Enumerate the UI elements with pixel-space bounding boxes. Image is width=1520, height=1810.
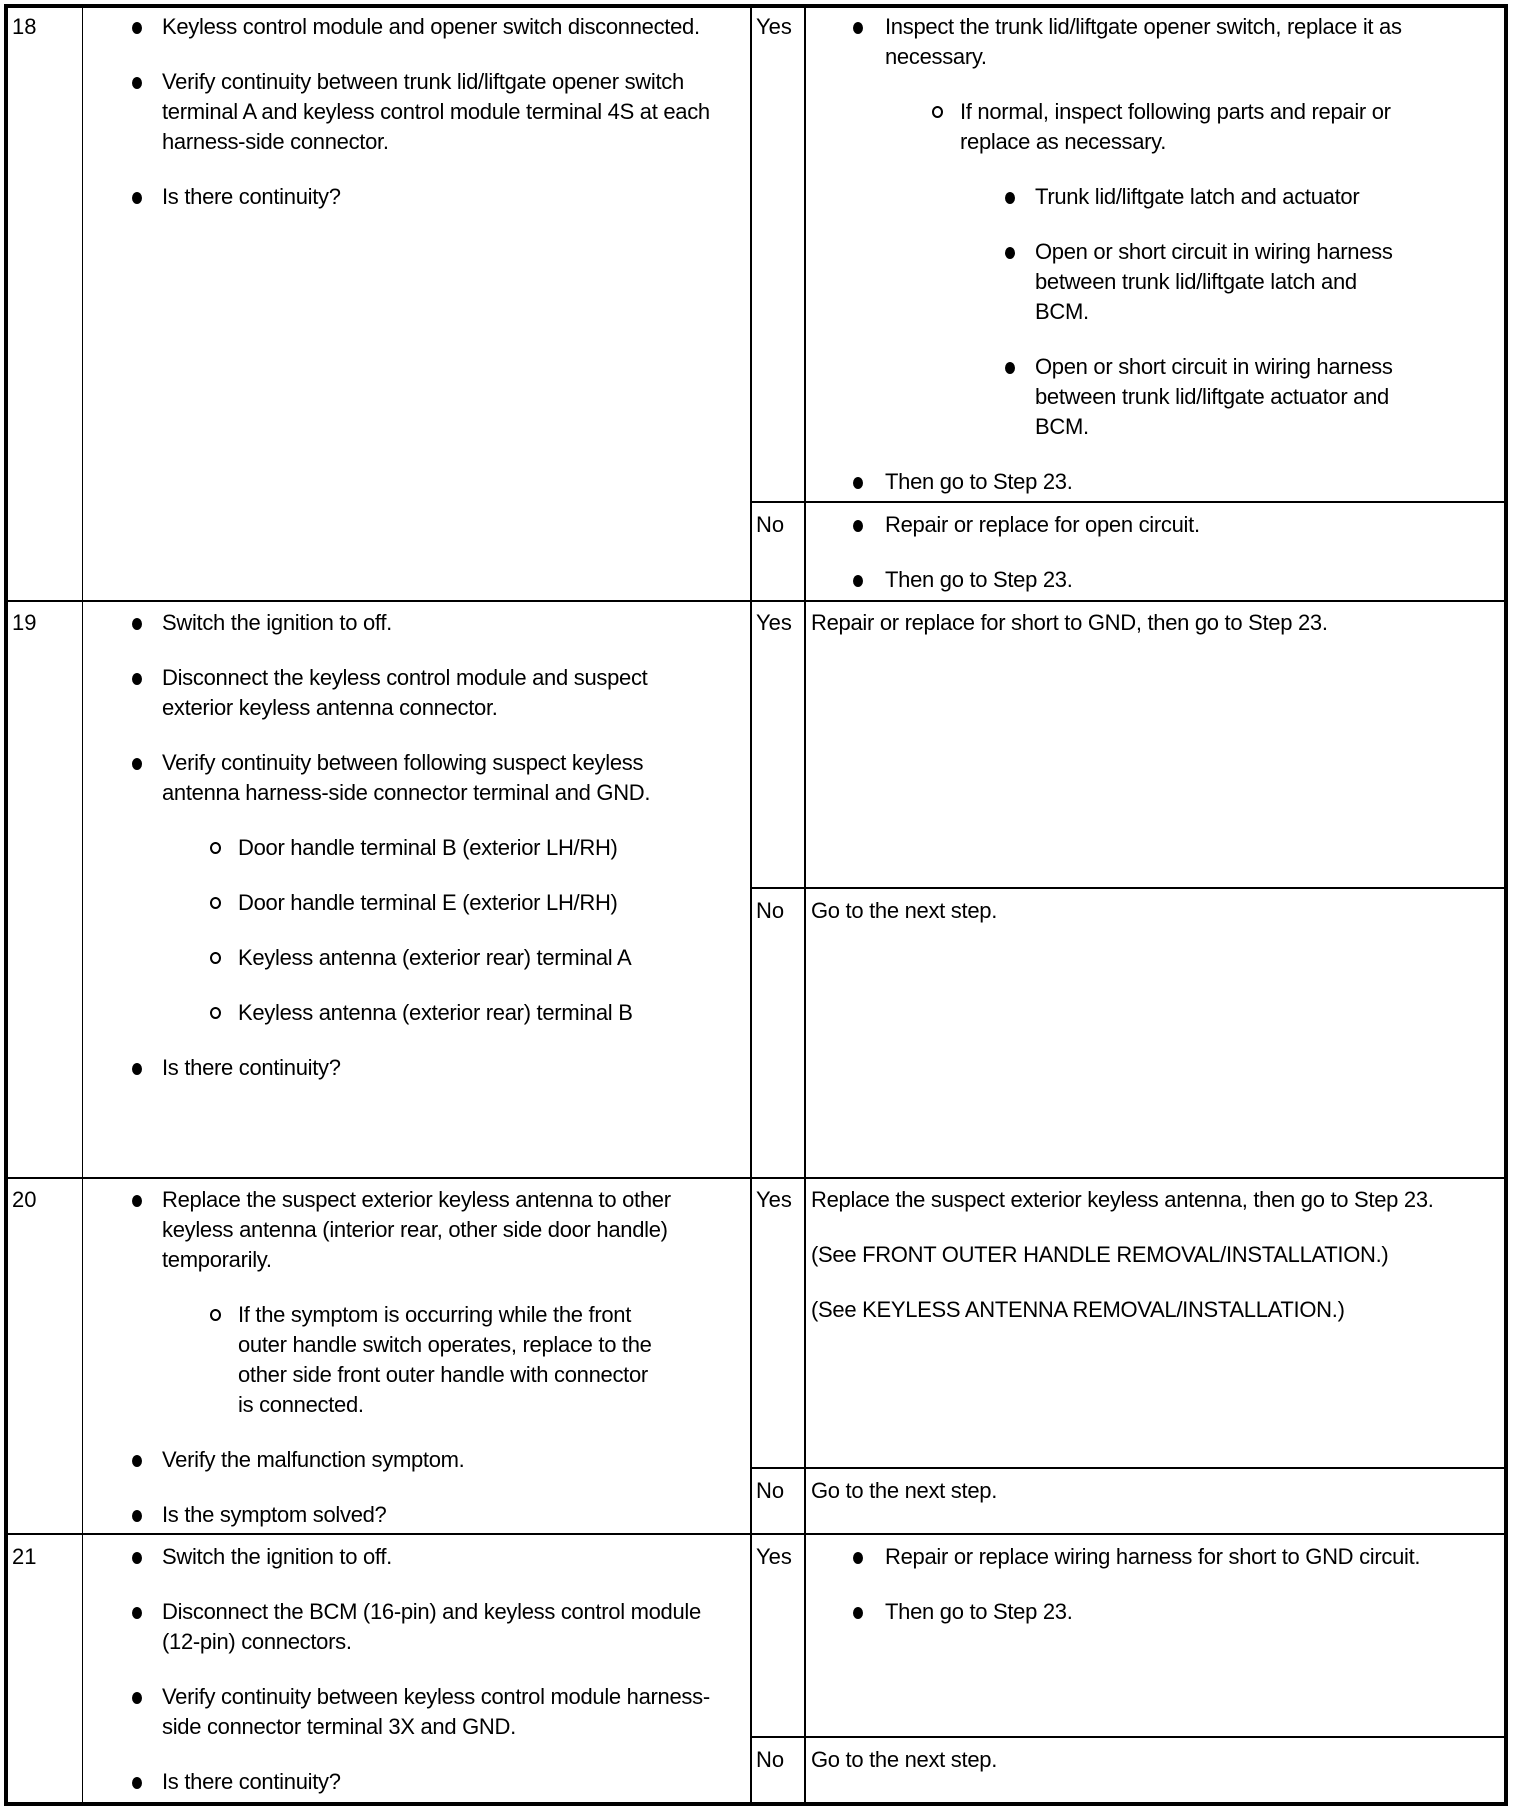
yes-no-divider bbox=[750, 1467, 1504, 1469]
bullet-icon bbox=[853, 1552, 863, 1564]
yes-label: Yes bbox=[756, 14, 792, 39]
bullet-icon bbox=[1005, 247, 1015, 259]
bullet-icon bbox=[132, 192, 142, 204]
bullet-icon bbox=[132, 1063, 142, 1075]
step-check bbox=[162, 12, 722, 212]
step-number: 18 bbox=[12, 14, 37, 39]
bullet-icon bbox=[132, 618, 142, 630]
reference-link[interactable]: (See KEYLESS ANTENNA REMOVAL/INSTALLATION.) bbox=[811, 1297, 1345, 1322]
check-item: Disconnect the keyless control module and suspect exterior keyless antenna connector. bbox=[162, 663, 662, 723]
step-check bbox=[162, 1185, 722, 1530]
check-item: If the symptom is occurring while the front outer handle switch operates, replace to the other side front outer handle with connector is connected. bbox=[238, 1300, 658, 1420]
action-text: Repair or replace for short to GND, then go to Step 23. bbox=[811, 610, 1328, 635]
action-item: Open or short circuit in wiring harness between trunk lid/liftgate latch and BCM. bbox=[1035, 237, 1415, 327]
check-item: Disconnect the BCM (16-pin) and keyless control module (12-pin) connectors. bbox=[162, 1597, 722, 1657]
action-item: Open or short circuit in wiring harness between trunk lid/liftgate actuator and BCM. bbox=[1035, 352, 1415, 442]
step-number: 21 bbox=[12, 1544, 37, 1569]
check-item: Keyless antenna (exterior rear) terminal B bbox=[238, 998, 688, 1028]
action-item: Then go to Step 23. bbox=[885, 565, 1485, 595]
bullet-icon bbox=[853, 477, 863, 489]
no-action bbox=[811, 1745, 1501, 1800]
row-divider bbox=[8, 600, 1504, 602]
yes-action bbox=[811, 1185, 1503, 1350]
yes-action bbox=[885, 1542, 1485, 1627]
bullet-icon bbox=[132, 1692, 142, 1704]
check-item: Is there continuity? bbox=[162, 1053, 722, 1083]
yes-action bbox=[885, 12, 1485, 497]
check-item: Switch the ignition to off. bbox=[162, 1542, 722, 1572]
row-divider bbox=[8, 1177, 1504, 1179]
no-action bbox=[811, 896, 1501, 951]
no-action bbox=[811, 1476, 1501, 1531]
check-item: Replace the suspect exterior keyless antenna to other keyless antenna (interior rear, other side door handle) temporarily. bbox=[162, 1185, 717, 1275]
step-number: 20 bbox=[12, 1187, 37, 1212]
no-label: No bbox=[756, 1478, 785, 1503]
row-divider bbox=[8, 1533, 1504, 1535]
no-label: No bbox=[756, 1747, 785, 1772]
circle-bullet-icon bbox=[210, 897, 221, 909]
action-item: Then go to Step 23. bbox=[885, 1597, 1485, 1627]
no-action bbox=[885, 510, 1485, 595]
check-item: Is there continuity? bbox=[162, 1767, 722, 1797]
step-check bbox=[162, 608, 722, 1083]
action-item: Then go to Step 23. bbox=[885, 467, 1485, 497]
check-item: Verify continuity between keyless control module harness-side connector terminal 3X and GND. bbox=[162, 1682, 722, 1742]
action-item: Trunk lid/liftgate latch and actuator bbox=[1035, 182, 1435, 212]
step-number: 19 bbox=[12, 610, 37, 635]
bullet-icon bbox=[853, 575, 863, 587]
bullet-icon bbox=[1005, 362, 1015, 374]
check-item: Verify continuity between trunk lid/liftgate opener switch terminal A and keyless control module terminal 4S at each harness-side connector. bbox=[162, 67, 722, 157]
action-text: Go to the next step. bbox=[811, 898, 998, 923]
bullet-icon bbox=[132, 673, 142, 685]
check-item: Verify the malfunction symptom. bbox=[162, 1445, 722, 1475]
yes-label: Yes bbox=[756, 1544, 792, 1569]
circle-bullet-icon bbox=[210, 1309, 221, 1321]
circle-bullet-icon bbox=[932, 106, 943, 118]
reference-link[interactable]: (See FRONT OUTER HANDLE REMOVAL/INSTALLATION.) bbox=[811, 1242, 1389, 1267]
yes-no-divider bbox=[750, 1736, 1504, 1738]
action-text: Go to the next step. bbox=[811, 1478, 998, 1503]
step-check bbox=[162, 1542, 722, 1797]
action-text: Replace the suspect exterior keyless antenna, then go to Step 23. bbox=[811, 1187, 1434, 1212]
bullet-icon bbox=[132, 1195, 142, 1207]
bullet-icon bbox=[1005, 192, 1015, 204]
action-item: Repair or replace wiring harness for short to GND circuit. bbox=[885, 1542, 1465, 1572]
bullet-icon bbox=[132, 1607, 142, 1619]
action-item: If normal, inspect following parts and repair or replace as necessary. bbox=[960, 97, 1460, 157]
bullet-icon bbox=[132, 758, 142, 770]
action-item: Repair or replace for open circuit. bbox=[885, 510, 1485, 540]
bullet-icon bbox=[132, 22, 142, 34]
bullet-icon bbox=[132, 1510, 142, 1522]
check-item: Is there continuity? bbox=[162, 182, 722, 212]
circle-bullet-icon bbox=[210, 1007, 221, 1019]
check-item: Door handle terminal B (exterior LH/RH) bbox=[238, 833, 728, 863]
check-item: Switch the ignition to off. bbox=[162, 608, 722, 638]
yes-action bbox=[811, 608, 1501, 663]
bullet-icon bbox=[132, 1552, 142, 1564]
bullet-icon bbox=[853, 22, 863, 34]
check-item: Is the symptom solved? bbox=[162, 1500, 722, 1530]
bullet-icon bbox=[132, 77, 142, 89]
bullet-icon bbox=[853, 520, 863, 532]
circle-bullet-icon bbox=[210, 952, 221, 964]
no-label: No bbox=[756, 512, 785, 537]
yes-no-divider bbox=[750, 501, 1504, 503]
yes-label: Yes bbox=[756, 1187, 792, 1212]
check-item: Keyless antenna (exterior rear) terminal A bbox=[238, 943, 688, 973]
circle-bullet-icon bbox=[210, 842, 221, 854]
no-label: No bbox=[756, 898, 785, 923]
check-item: Door handle terminal E (exterior LH/RH) bbox=[238, 888, 728, 918]
check-item: Keyless control module and opener switch disconnected. bbox=[162, 12, 722, 42]
action-text: Go to the next step. bbox=[811, 1747, 998, 1772]
yes-no-divider bbox=[750, 887, 1504, 889]
bullet-icon bbox=[132, 1455, 142, 1467]
yes-label: Yes bbox=[756, 610, 792, 635]
check-item: Verify continuity between following suspect keyless antenna harness-side connector terminal and GND. bbox=[162, 748, 722, 808]
bullet-icon bbox=[853, 1607, 863, 1619]
action-item: Inspect the trunk lid/liftgate opener switch, replace it as necessary. bbox=[885, 12, 1475, 72]
bullet-icon bbox=[132, 1777, 142, 1789]
